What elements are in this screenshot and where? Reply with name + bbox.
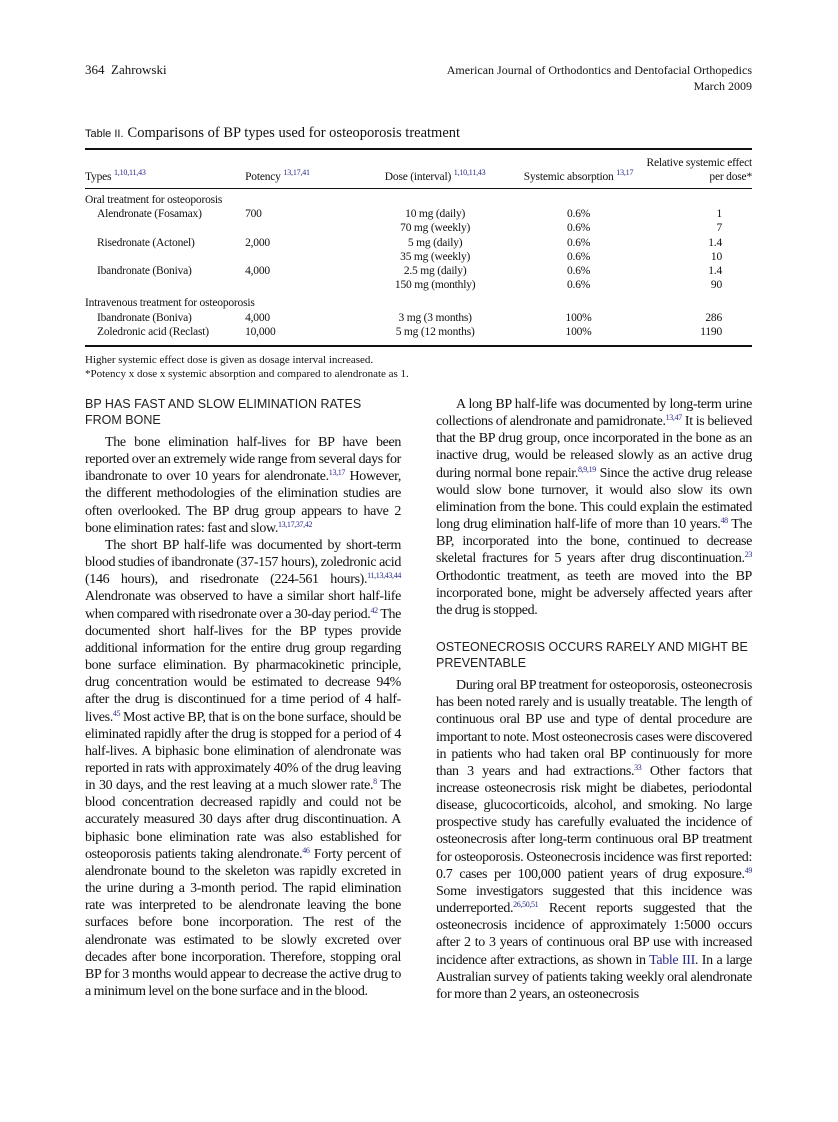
column-header [85, 149, 245, 189]
text-run: Recent reports suggested that the osteonecrosis incidence of approximately 1:5000 occurs after 2 to 3 years of continuous oral BP use with increased incidence after extractions, as shown in [436, 901, 752, 968]
table-row [85, 264, 752, 278]
text-run: The blood concentration decreased rapidly and could not be accurately measured 30 days after drug discontinuation. A biphasic bone elimination rate was also established for osteoporosis patients taking alendronate. [85, 778, 401, 862]
citation-superscript[interactable]: 11,13,43,44 [367, 571, 401, 581]
drug-type: Ibandronate (Boniva) [97, 311, 192, 324]
dose-interval: 150 mg (monthly) [394, 279, 476, 292]
potency: 10,000 [245, 325, 276, 338]
text-run: The short BP half-life was documented by short-term blood studies of ibandronate (37-157 hours), zoledronic acid (146 hours), and risedronate (224-561 hours). [85, 537, 401, 588]
table-note: Higher systemic effect dose is given as dosage interval increased. [85, 354, 374, 367]
citation-superscript[interactable]: 26,50,51 [513, 900, 539, 910]
group-label: Intravenous treatment for osteoporosis [85, 297, 255, 310]
potency [245, 278, 358, 292]
text-run: During oral BP treatment for osteoporosis, osteonecrosis has been noted rarely and is usually treatable. The length of continuous oral BP use and type of dental procedure are important to note. Most osteonecrosis cases were discovered in patients who had taken oral BP continuously for more than 3 years and had extractions. [436, 678, 752, 779]
text-run: Some investigators suggested that this incidence was underreported. [436, 883, 752, 917]
text-run: . In a large Australian survey of patients taking weekly oral alendronate for more than 2 years, an osteonecrosis [436, 952, 753, 1002]
table-notes [85, 353, 752, 381]
citation-superscript[interactable]: 13,47 [665, 413, 682, 423]
relative-effect: 286 [705, 311, 722, 324]
table-row [85, 207, 752, 221]
drug-type [85, 221, 245, 235]
citation-superscript[interactable]: 49 [744, 865, 752, 875]
table-row [85, 221, 752, 235]
data-table [85, 148, 752, 347]
body-paragraph [85, 434, 401, 537]
dose-interval: 2.5 mg (daily) [403, 265, 467, 278]
body-paragraph [85, 537, 401, 1000]
relative-effect: 90 [710, 279, 722, 292]
text-run: The documented short half-lives for the BP types provide additional information for the entire drug group regarding bone surface elimination. By pharmacokinetic principle, drug concentration would be estimated to decrease 94% after the drug is discontinued for a time period of 4 half-lives. [85, 606, 401, 725]
left-column [85, 396, 401, 1000]
table-row [85, 278, 752, 292]
column-header-label: Types [85, 171, 112, 183]
systemic-absorption: 0.6% [566, 236, 591, 249]
citation-superscript[interactable]: 13,17 [616, 168, 634, 177]
section-heading: BP HAS FAST AND SLOW ELIMINATION RATES FROM BONE [85, 397, 362, 427]
table-reference-link[interactable]: Table III [649, 952, 695, 968]
table-row [85, 236, 752, 250]
column-header-label: Dose (interval) [384, 171, 452, 183]
section-heading: OSTEONECROSIS OCCURS RARELY AND MIGHT BE PREVENTABLE [436, 640, 748, 671]
column-header [512, 149, 645, 189]
drug-type: Zoledronic acid (Reclast) [97, 325, 209, 338]
text-run: However, the different methodologies of the elimination studies are often overlooked. The BP drug group appears to have 2 bone elimination rates: fast and slow. [85, 469, 402, 536]
running-header-right [447, 62, 752, 94]
text-run: Orthodontic treatment, as teeth are moved into the BP incorporated bone, might be adversely affected years after the drug is stopped. [436, 568, 752, 618]
citation-superscript[interactable]: 33 [634, 762, 642, 772]
potency: 4,000 [245, 311, 270, 324]
citation-superscript[interactable]: 13,17,41 [283, 168, 310, 177]
citation-superscript[interactable]: 46 [302, 845, 310, 855]
potency [245, 221, 358, 235]
table-caption [85, 125, 752, 142]
citation-superscript[interactable]: 23 [744, 550, 752, 560]
relative-effect: 7 [716, 222, 722, 235]
body-paragraph [436, 677, 752, 1003]
dose-interval: 10 mg (daily) [405, 208, 466, 221]
text-run: A long BP half-life was documented by long-term urine collections of alendronate and pamidronate. [436, 397, 752, 430]
table-title: Comparisons of BP types used for osteoporosis treatment [127, 125, 461, 141]
potency: 2,000 [245, 236, 270, 249]
table-row [85, 325, 752, 346]
dose-interval: 3 mg (3 months) [398, 311, 472, 324]
relative-effect: 1.4 [708, 236, 722, 249]
table-ii [85, 125, 752, 381]
systemic-absorption: 0.6% [566, 250, 591, 263]
dose-interval: 35 mg (weekly) [400, 250, 471, 263]
drug-type [85, 278, 245, 292]
relative-effect: 1 [716, 208, 722, 221]
right-column [436, 396, 752, 1003]
citation-superscript[interactable]: 13,17 [328, 468, 346, 478]
text-run: Most active BP, that is on the bone surface, should be eliminated rapidly after the drug is stopped for a period of 4 half-lives. A biphasic bone elimination of alendronate was reported in rats with approximately 40% of the drug leaving in 30 days, and the rest leaving at a much slower rate. [85, 709, 401, 794]
systemic-absorption: 100% [565, 311, 592, 324]
column-header-label: Potency [245, 171, 281, 183]
citation-superscript[interactable]: 13,17,37,42 [277, 519, 313, 529]
systemic-absorption: 100% [565, 325, 592, 338]
text-run: The BP, incorporated into the bone, continued to decrease skeletal fractures for 5 years after drug discontinuation. [436, 517, 752, 567]
body-paragraph [436, 396, 752, 619]
text-run: Since the active drug release would slow bone turnover, it would also slow its own elimination from the bone. This could explain the estimated long drug elimination half-life of more than 10 years. [436, 465, 752, 533]
table-label: Table II. [85, 128, 124, 140]
text-run: Forty percent of alendronate bound to the skeleton was rapidly excreted in the urine during a 3-month period. The rapid elimination rate was interpreted to be alendronate leaving the bone surfaces before bone incorporation. The rest of the alendronate was estimated to be slowly excreted over decades after bone incorporation. Therefore, stopping oral BP for 3 months would appear to decrease the active drug to a minimum level on the bone surface and in the blood. [85, 846, 401, 999]
column-header [245, 149, 358, 189]
relative-effect: 1.4 [708, 265, 722, 278]
drug-type [85, 250, 245, 264]
text-run: The bone elimination half-lives for BP have been reported over an extremely wide range from several days for ibandronate to over 10 years for alendronate. [85, 435, 401, 485]
author-name: Zahrowski [111, 62, 167, 77]
table-header-row [85, 149, 752, 189]
text-run: It is believed that the BP drug group, once incorporated in the bone as an inactive drug, would be released slowly as an active drug during normal bone repair. [436, 414, 752, 481]
citation-superscript[interactable]: 1,10,11,43 [453, 168, 486, 177]
systemic-absorption: 0.6% [566, 265, 591, 278]
running-header-left [85, 62, 167, 78]
table-group-row [85, 189, 752, 208]
table-row [85, 250, 752, 264]
drug-type: Ibandronate (Boniva) [97, 265, 192, 278]
potency: 700 [245, 208, 262, 221]
table-group-row [85, 292, 752, 310]
dose-interval: 5 mg (12 months) [395, 325, 475, 338]
citation-superscript[interactable]: 8 [373, 777, 377, 787]
dose-interval: 70 mg (weekly) [400, 222, 471, 235]
drug-type: Alendronate (Fosamax) [97, 208, 202, 221]
potency [245, 250, 358, 264]
relative-effect: 1190 [700, 325, 722, 338]
systemic-absorption: 0.6% [566, 279, 591, 292]
dose-interval: 5 mg (daily) [407, 236, 463, 249]
column-header [645, 149, 752, 189]
citation-superscript[interactable]: 8,9,19 [577, 464, 596, 474]
group-label: Oral treatment for osteoporosis [85, 194, 223, 206]
column-header-label: Systemic absorption [523, 171, 614, 183]
relative-effect: 10 [710, 250, 722, 263]
text-run: Other factors that increase osteonecrosis risk might be diabetes, periodontal disease, glucocorticoids, alcohol, and smoking. No large prospective study has carefully evaluated the incidence of osteonecrosis after long-term continuous oral BP treatment for osteoporosis. Osteonecrosis incidence was first reported: 0.7 cases per 100,000 patient years of drug exposure. [436, 763, 752, 882]
column-header [358, 149, 511, 189]
journal-name: American Journal of Orthodontics and Dentofacial Orthopedics [446, 63, 752, 77]
text-run: Alendronate was observed to have a similar short half-life when compared with risedronate over a 30-day period. [85, 589, 401, 622]
systemic-absorption: 0.6% [566, 222, 591, 235]
table-row [85, 311, 752, 325]
citation-superscript[interactable]: 45 [112, 708, 121, 718]
issue-date: March 2009 [693, 79, 752, 93]
column-header-label: Relative systemic effect per dose* [646, 157, 752, 183]
table-footnote: *Potency x dose x systemic absorption and compared to alendronate as 1. [85, 368, 409, 381]
potency: 4,000 [245, 265, 270, 278]
systemic-absorption: 0.6% [566, 208, 591, 221]
citation-superscript[interactable]: 48 [720, 516, 728, 526]
citation-superscript[interactable]: 1,10,11,43 [114, 168, 146, 177]
drug-type: Risedronate (Actonel) [97, 236, 195, 249]
citation-superscript[interactable]: 42 [370, 605, 378, 615]
page-number: 364 [85, 62, 105, 77]
